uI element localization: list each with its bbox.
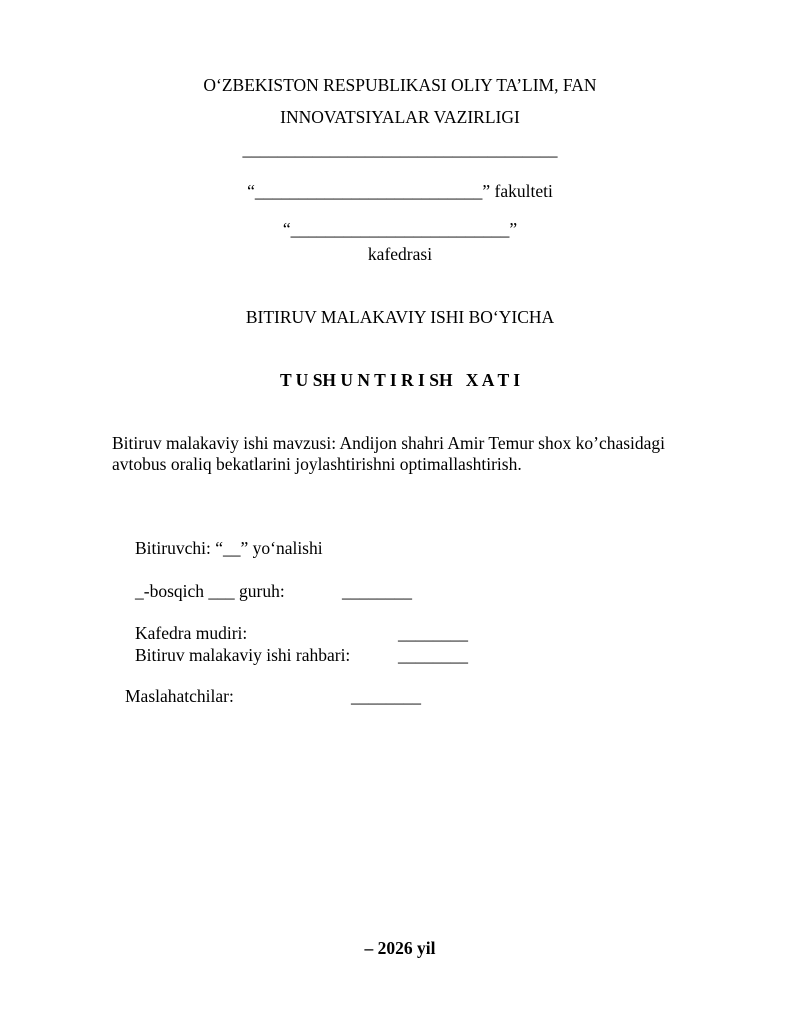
course-group-blank: ________	[342, 581, 412, 601]
course-group-label: _-bosqich ___ guruh:	[135, 581, 285, 601]
university-blank-rule: ____________________________________	[242, 139, 558, 159]
department-label: kafedrasi	[367, 244, 433, 264]
supervisor-blank: ________	[398, 645, 468, 665]
head-of-department-label: Kafedra mudiri:	[135, 623, 248, 643]
document-subtitle: BITIRUV MALAKAVIY ISHI BO‘YICHA	[245, 307, 555, 327]
document-title: T U SH U N T I R I SH X A T I	[279, 370, 521, 390]
year-footer: – 2026 yil	[364, 938, 436, 958]
department-blank: “_________________________”	[282, 219, 518, 239]
ministry-line-2: INNOVATSIYALAR VAZIRLIGI	[280, 107, 520, 127]
head-of-department-blank: ________	[398, 623, 468, 643]
topic-line-1: Bitiruv malakaviy ishi mavzusi: Andijon shahri Amir Temur shox ko’chasidagi	[112, 433, 666, 453]
topic-line-2: avtobus oraliq bekatlarini joylashtirishni optimallashtirish.	[112, 454, 522, 474]
consultants-label: Maslahatchilar:	[125, 686, 234, 706]
supervisor-label: Bitiruv malakaviy ishi rahbari:	[135, 645, 351, 665]
ministry-line-1: O‘ZBEKISTON RESPUBLIKASI OLIY TA’LIM, FAN	[203, 75, 597, 95]
graduate-field: Bitiruvchi: “__” yo‘nalishi	[135, 538, 323, 558]
faculty-line: “__________________________” fakulteti	[247, 181, 553, 201]
consultants-blank: ________	[351, 686, 421, 706]
